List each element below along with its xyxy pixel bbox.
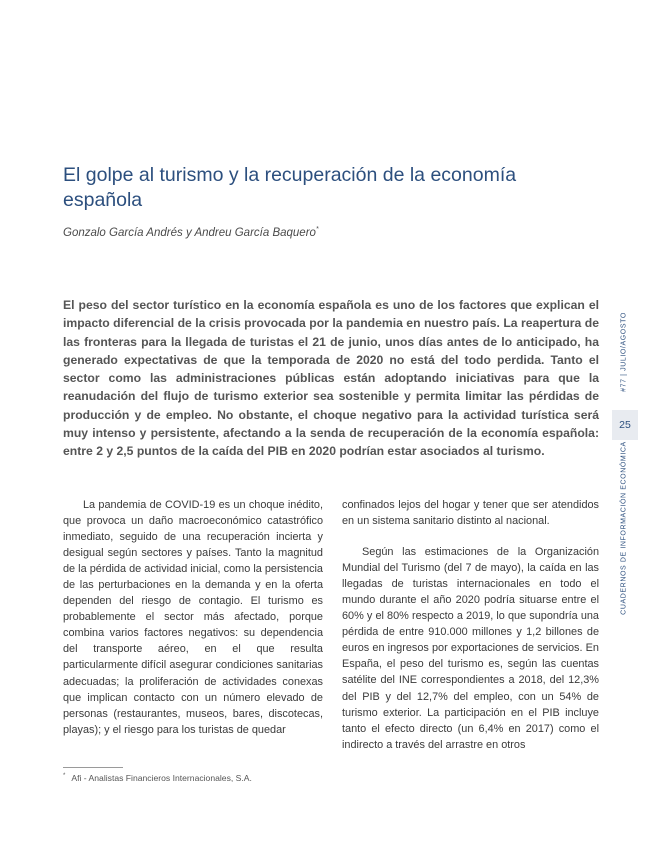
body-paragraph: La pandemia de COVID-19 es un choque inédito, que provoca un daño macroeconómico catastrófico inmediato, seguido de una recuperación incierta y desigual según sectores y países. Tanto la magnitud de la pérdida de actividad inicial, como la persistencia de las perturbaciones en la demanda y en la oferta dependen del riesgo de contagio. El turismo es probablemente el sector más afectado, porque combina varios factores negativos: su dependencia del transporte aéreo, en el que resulta particularmente difícil asegurar condiciones sanitarias adecuadas; la proliferación de actividades conexas que implican contacto con un número elevado de personas (restaurantes, museos, bares, discotecas, playas); y el riesgo para los turistas de quedar [63, 499, 323, 736]
body-paragraph: Según las estimaciones de la Organización Mundial del Turismo (del 7 de mayo), la caída en las llegadas de turistas internacionales en todo el mundo durante el año 2020 podría situarse entre el 60% y el 80% respecto a 2019, lo que supondría una pérdida de entre 910.000 millones y 1,2 billones de euros en ingresos por exportaciones de servicios. En España, el peso del turismo es, según las cuentas satélite del INE correspondientes a 2018, del 12,3% del PIB y del 12,7% del empleo, con un 54% de turismo exterior. La participación en el PIB incluye tanto el efecto directo (un 6,4% en 2017) como el indirecto a través del arrastre en otros [342, 546, 599, 751]
page-number: 25 [612, 410, 638, 440]
author-footnote-mark: * [315, 226, 319, 233]
article-abstract: El peso del sector turístico en la economía española es uno de los factores que explican el impacto diferencial de la crisis provocada por la pandemia en nuestro país. La reapertura de las fronteras para la llegada de turistas el 21 de junio, unos días antes de lo anticipado, ha generado expectativas de que la temporada de 2020 no está del todo perdida. Tanto el sector como las administraciones públicas están adoptando iniciativas para que la reanudación del flujo de turismo exterior sea sostenible y permita limitar las pérdidas de producción y de empleo. No obstante, el choque negativo para la actividad turística será muy intenso y persistente, afectando a la senda de recuperación de la economía española: entre 2 y 2,5 puntos de la caída del PIB en 2020 podrían estar asociados al turismo. [63, 298, 599, 459]
footnote-mark: * [63, 773, 66, 780]
body-paragraph-continuation: confinados lejos del hogar y tener que ser atendidos en un sistema sanitario distinto al nacional. [342, 499, 599, 528]
footnote-divider [63, 767, 123, 768]
article-title: El golpe al turismo y la recuperación de la economía española [63, 164, 517, 211]
footnote-text: Afi - Analistas Financieros Internacionales, S.A. [71, 773, 252, 783]
publication-label: CUADERNOS DE INFORMACIÓN ECONÓMICA [620, 441, 628, 615]
body-column-left [63, 497, 323, 738]
footnote [63, 773, 252, 783]
issue-label: #77 | JULIO/AGOSTO [620, 312, 628, 392]
author-names: Gonzalo García Andrés y Andreu García Baquero [63, 226, 316, 239]
body-column-right [342, 497, 599, 753]
article-authors [63, 226, 319, 239]
